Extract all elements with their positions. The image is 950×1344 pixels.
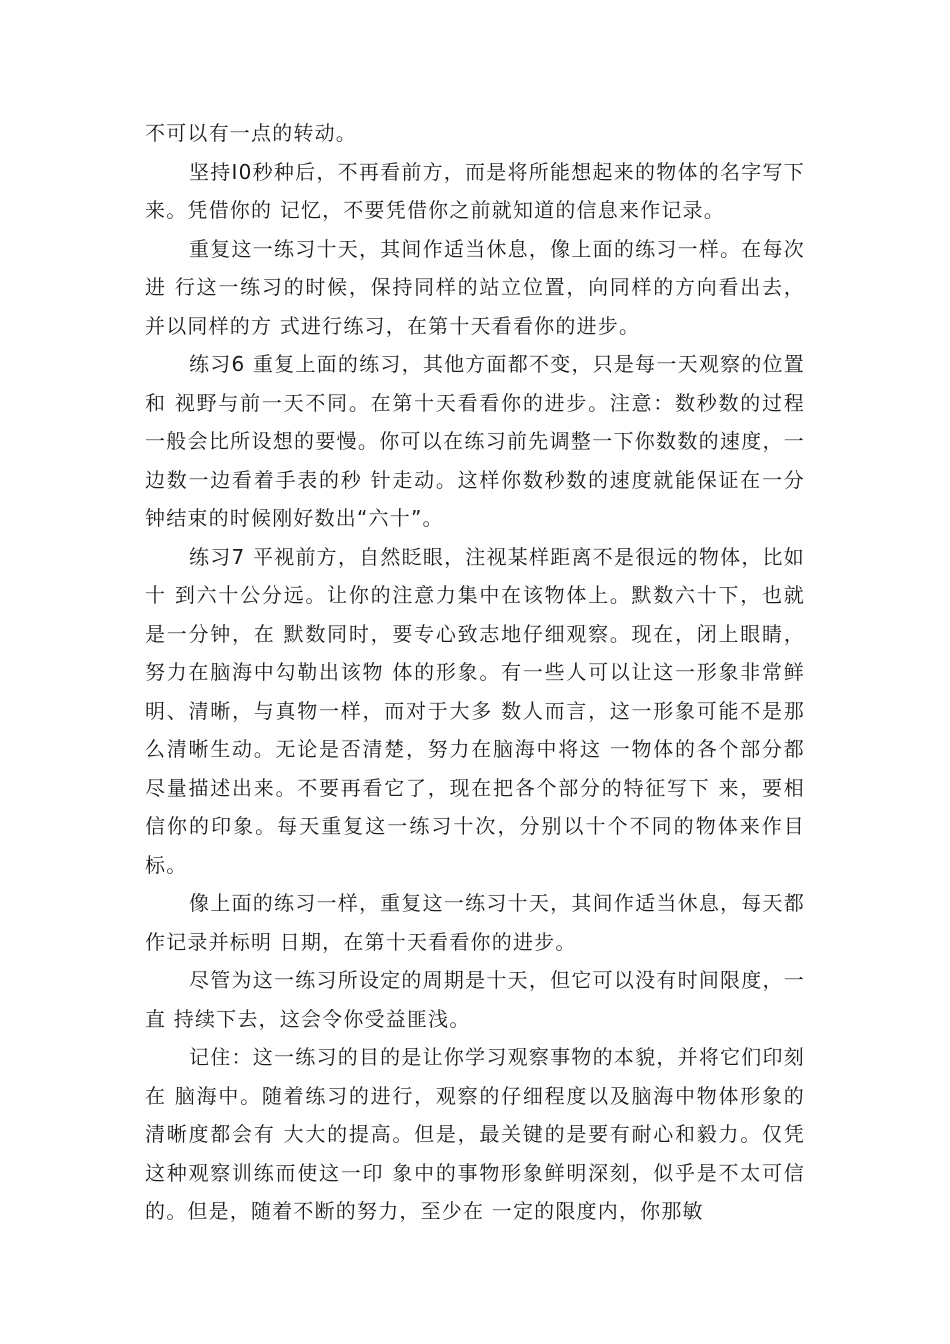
paragraph-3: 重复这一练习十天，其间作适当休息，像上面的练习一样。在每次进 行这一练习的时候，保持同样的站立位置，向同样的方向看出去，并以同样的方 式进行练习，在第十天看看你的进步。: [145, 236, 805, 338]
paragraph-7: 尽管为这一练习所设定的周期是十天，但它可以没有时间限度，一直 持续下去，这会令你受益匪浅。: [145, 968, 805, 1031]
paragraph-4: 练习6 重复上面的练习，其他方面都不变，只是每一天观察的位置和 视野与前一天不同。在第十天看看你的进步。注意：数秒数的过程一般会比所设想的要慢。你可以在练习前先调整一下你数数的速度，一边数一边看着手表的秒 针走动。这样你数秒数的速度就能保证在一分钟结束的时候刚好数出“六十”。: [145, 352, 805, 530]
paragraph-6: 像上面的练习一样，重复这一练习十天，其间作适当休息，每天都作记录并标明 日期，在第十天看看你的进步。: [145, 891, 805, 954]
document-page: [145, 114, 805, 1231]
paragraph-5: 练习7 平视前方，自然眨眼，注视某样距离不是很远的物体，比如十 到六十公分远。让你的注意力集中在该物体上。默数六十下，也就是一分钟，在 默数同时，要专心致志地仔细观察。现在，闭上眼睛，努力在脑海中勾勒出该物 体的形象。有一些人可以让这一形象非常鲜明、清晰，与真物一样，而对于大多 数人而言，这一形象可能不是那么清晰生动。无论是否清楚，努力在脑海中将这 一物体的各个部分都尽量描述出来。不要再看它了，现在把各个部分的特征写下 来，要相信你的印象。每天重复这一练习十次，分别以十个不同的物体来作目标。: [145, 544, 805, 877]
paragraph-1: 不可以有一点的转动。: [145, 121, 357, 145]
paragraph-8: 记住：这一练习的目的是让你学习观察事物的本貌，并将它们印刻在 脑海中。随着练习的进行，观察的仔细程度以及脑海中物体形象的清晰度都会有 大大的提高。但是，最关键的是要有耐心和毅力。仅凭这种观察训练而使这一印 象中的事物形象鲜明深刻，似乎是不太可信的。但是，随着不断的努力，至少在 一定的限度内，你那敏: [145, 1045, 805, 1223]
paragraph-2: 坚持I0秒种后，不再看前方，而是将所能想起来的物体的名字写下来。凭借你的 记忆，不要凭借你之前就知道的信息来作记录。: [145, 159, 805, 222]
